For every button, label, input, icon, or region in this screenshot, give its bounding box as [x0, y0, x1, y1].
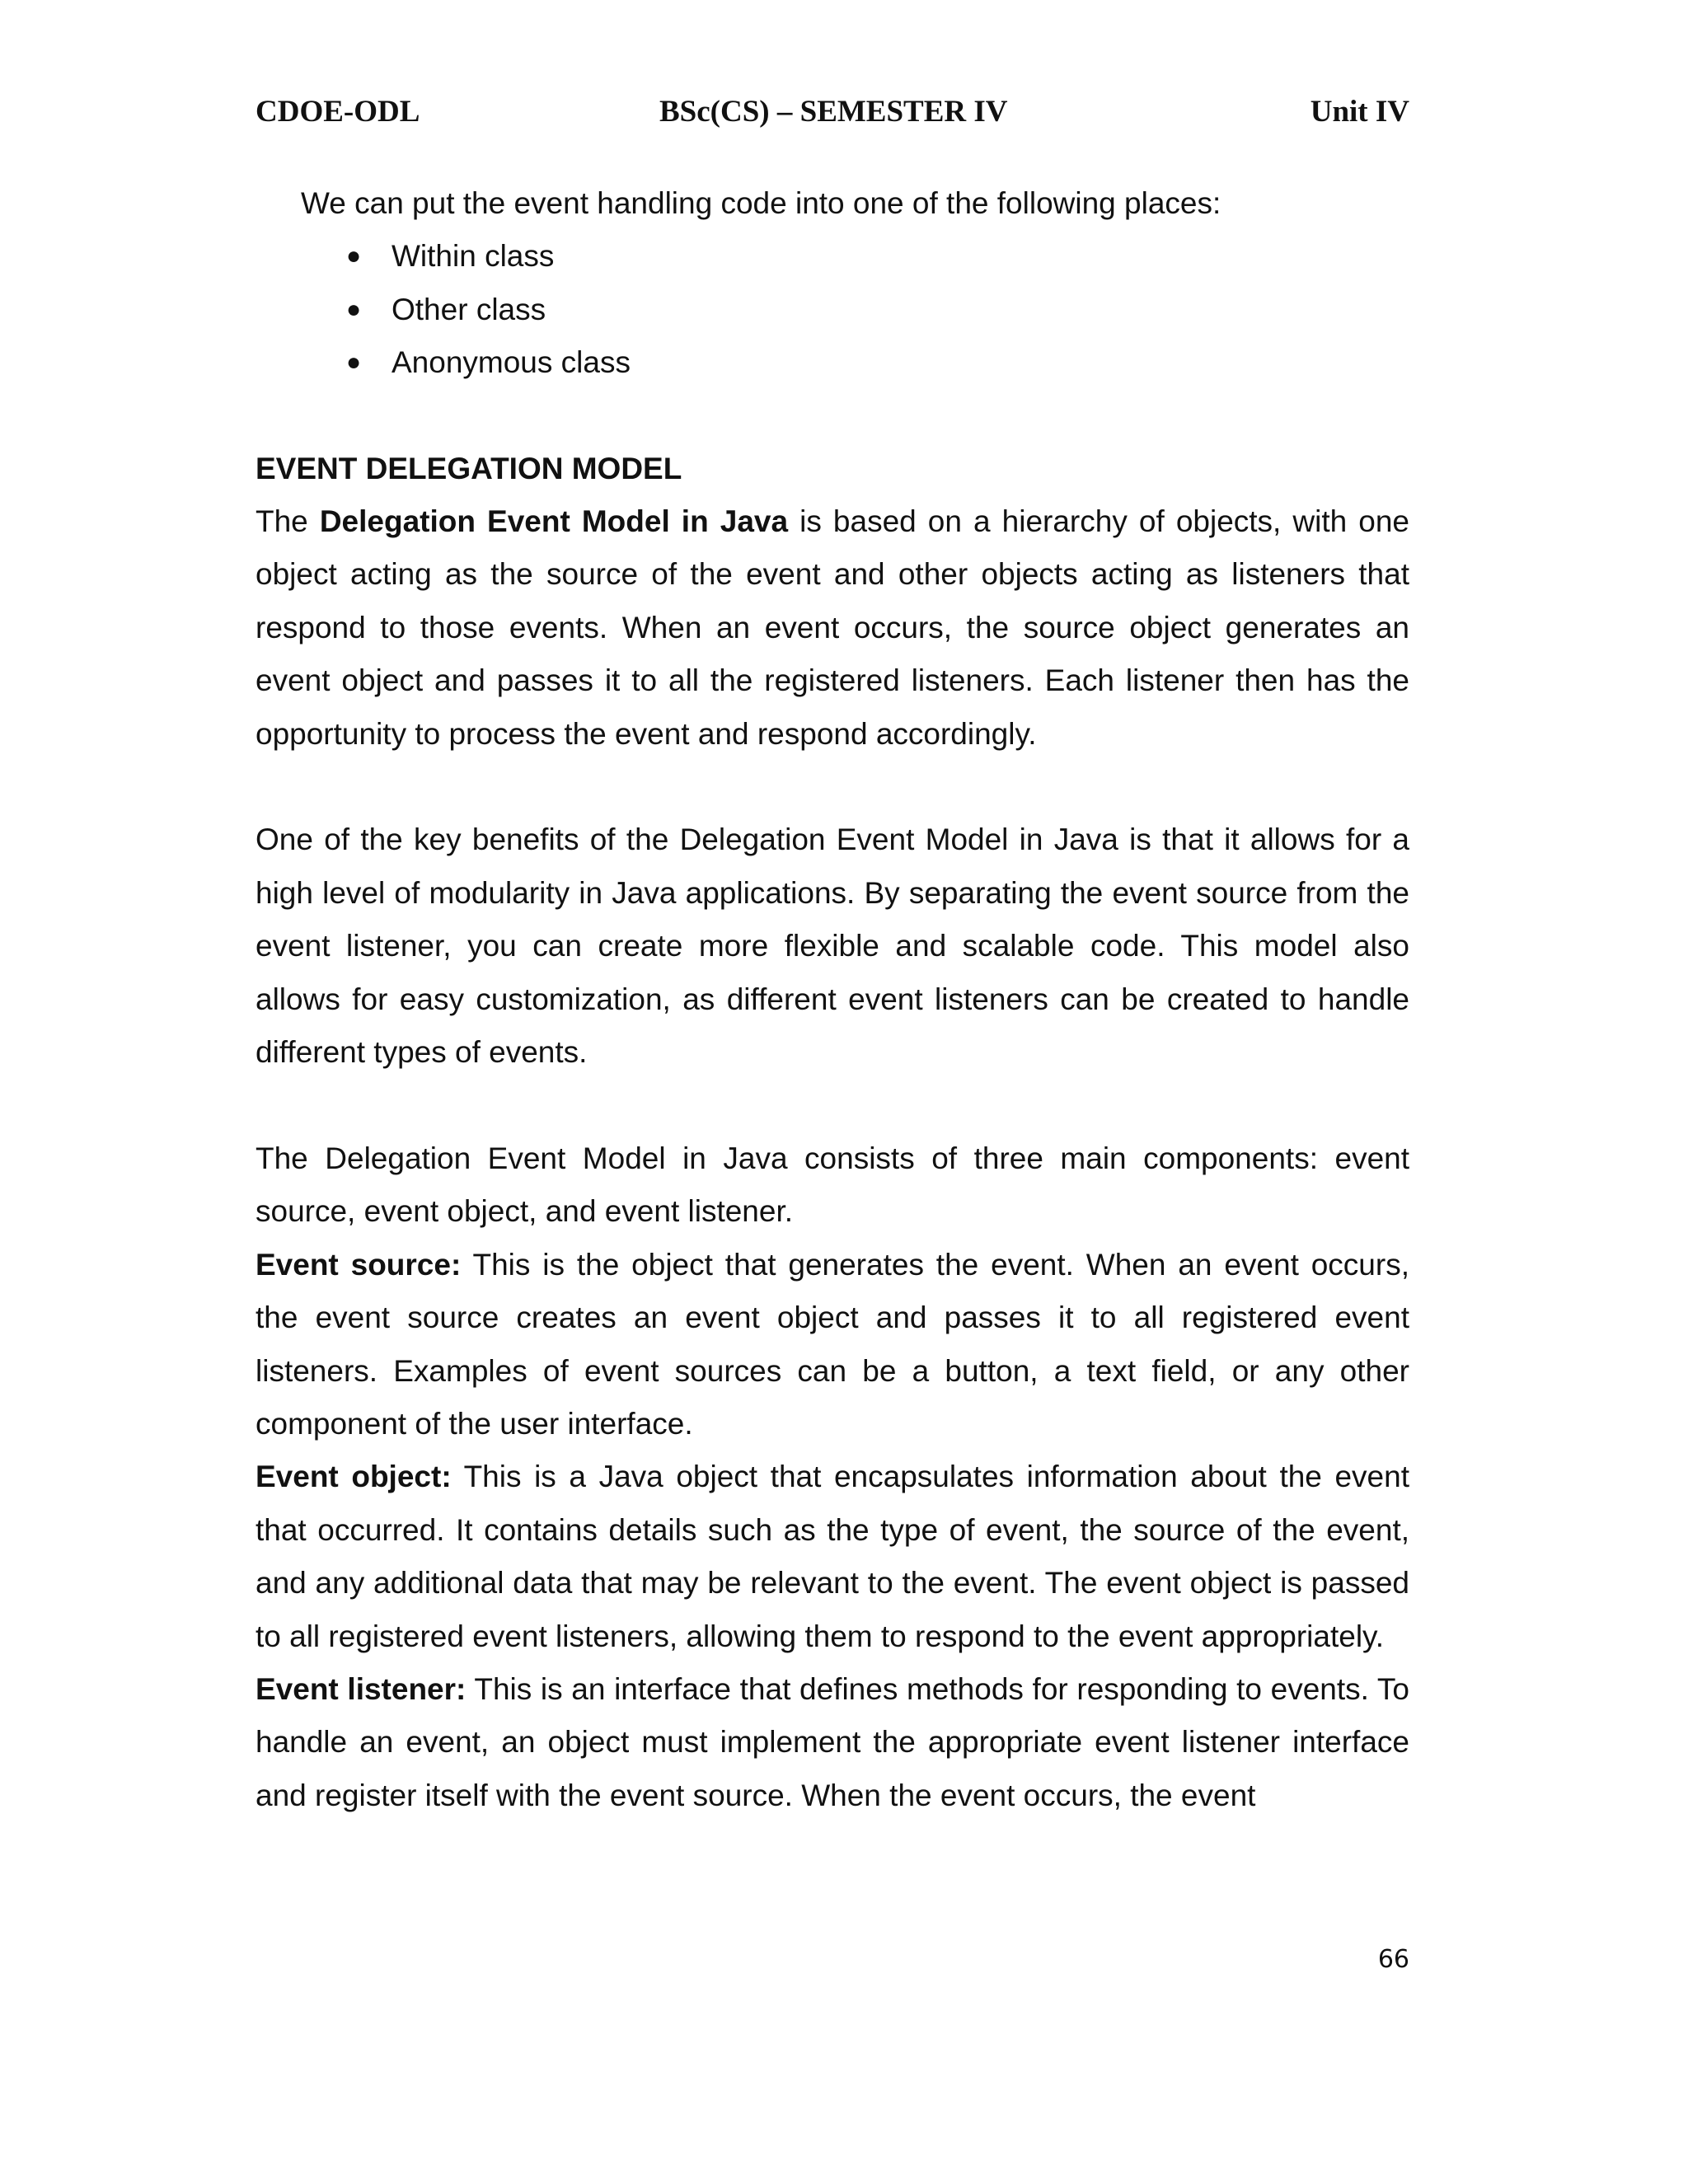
bullet-list: [256, 230, 1409, 389]
paragraph-text: is based on a hierarchy of objects, with one object acting as the source of the event and other objects acting as listeners that respond to those events. When an event occurs, the source object generates an event object and passes it to all the registered listeners. Each listener then has the opportunity to process the event and respond accordingly.: [256, 504, 1409, 751]
paragraph-gap: [256, 761, 1409, 813]
paragraph-text: The: [256, 504, 320, 539]
component-term: Event listener:: [256, 1671, 467, 1706]
paragraph-components: The Delegation Event Model in Java consists of three main components: event source, event object, and event listener.: [256, 1141, 1409, 1229]
component-event-listener: [256, 1663, 1409, 1822]
component-event-object: [256, 1451, 1409, 1663]
bold-term: Delegation Event Model in Java: [319, 504, 789, 539]
header-unit: Unit IV: [1310, 95, 1409, 129]
component-event-source: [256, 1239, 1409, 1451]
page-number: 66: [1377, 1945, 1409, 1974]
section-heading: EVENT DELEGATION MODEL: [256, 451, 682, 485]
component-text: This is an interface that defines methods for responding to events. To handle an event, an object must implement the appropriate event listener interface and register itself with the event source. When the event occurs, the event: [256, 1671, 1409, 1812]
page-content: [256, 177, 1409, 1822]
list-item: [346, 336, 1409, 389]
bullet-icon: ●: [346, 295, 362, 323]
list-item-text: Anonymous class: [392, 345, 631, 380]
paragraph-gap: [256, 1079, 1409, 1132]
component-term: Event source:: [256, 1247, 462, 1282]
paragraph-delegation-intro: [256, 495, 1409, 761]
header-course: BSc(CS) – SEMESTER IV: [659, 95, 1008, 129]
component-text: This is a Java object that encapsulates information about the event that occurred. It contains details such as the type of event, the source of the event, and any additional data that may be relevant to the event. The event object is passed to all registered event listeners, allowing them to respond to the event appropriately.: [256, 1460, 1409, 1653]
list-item: [346, 284, 1409, 336]
bullet-icon: ●: [346, 349, 362, 377]
paragraph-benefits: One of the key benefits of the Delegation Event Model in Java is that it allows for a high level of modularity in Java applications. By separating the event source from the event listener, you can create more flexible and scalable code. This model also allows for easy customization, as different event listeners can be created to handle different types of events.: [256, 823, 1409, 1070]
component-term: Event object:: [256, 1460, 452, 1494]
page-header: [256, 89, 1409, 138]
bullet-icon: ●: [346, 242, 362, 270]
component-text: This is the object that generates the event. When an event occurs, the event source creates an event object and passes it to all registered event listeners. Examples of event sources can be a button, a text field, or any other component of the user interface.: [256, 1247, 1409, 1441]
list-item-text: Other class: [392, 292, 546, 326]
header-institution: CDOE-ODL: [256, 95, 420, 129]
list-item: [346, 230, 1409, 283]
list-item-text: Within class: [392, 239, 555, 274]
intro-text: We can put the event handling code into one of the following places:: [301, 186, 1221, 220]
